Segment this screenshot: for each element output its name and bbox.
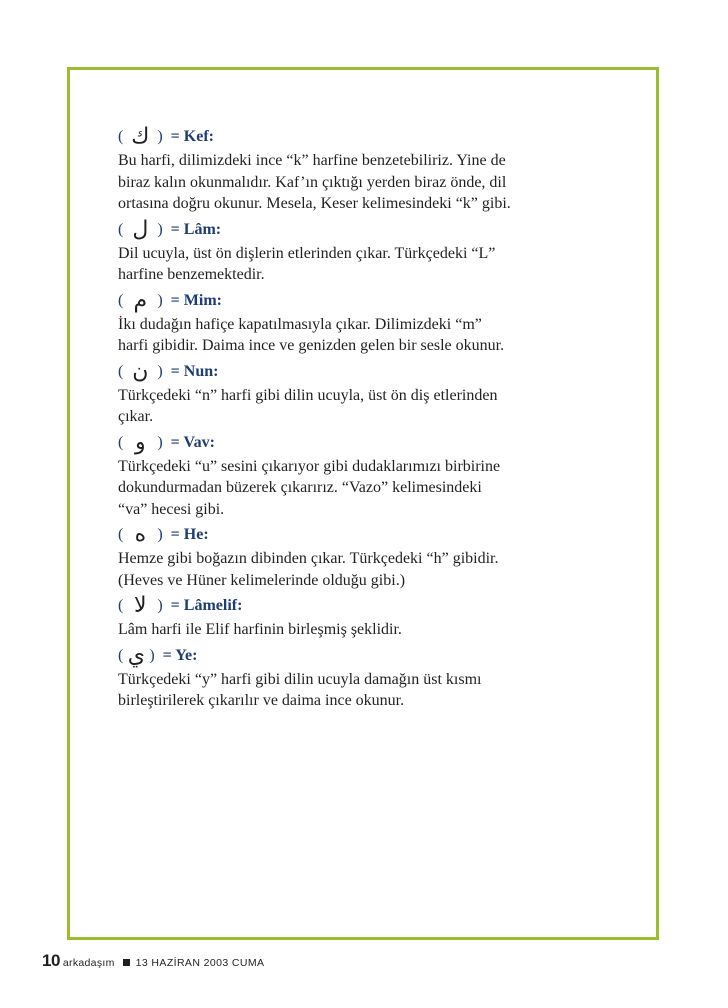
issue-date: 13 HAZİRAN 2003 CUMA xyxy=(135,957,265,969)
arabic-letter-ye: ي xyxy=(127,642,145,668)
open-paren: ( xyxy=(118,220,124,238)
letter-description: Türkçedeki “u” sesini çıkarıyor gibi dudaklarımızı birbirine dokundurmadan büzerek çıkarırız. “Vazo” kelimesindeki “va” hecesi gibi. xyxy=(118,457,501,518)
letter-heading xyxy=(118,288,618,314)
equals-sign: = xyxy=(170,128,180,145)
letter-entry-ye xyxy=(118,643,618,712)
letter-entry-mim xyxy=(118,288,618,357)
open-paren: ( xyxy=(118,291,124,309)
arabic-letter-lamelif: لا xyxy=(134,593,147,618)
equals-sign: = xyxy=(170,526,180,543)
letter-heading xyxy=(118,359,618,385)
letter-description: Lâm harfi ile Elif harfinin birleşmiş şeklidir. xyxy=(118,621,402,638)
equals-sign: = xyxy=(170,433,180,451)
equals-sign: = xyxy=(170,597,180,614)
letter-description: Türkçedeki “y” harfi gibi dilin ucuyla damağın üst kısmı birleştirilerek çıkarılır ve daima ince okunur. xyxy=(118,670,482,709)
arabic-letter-he: ه xyxy=(134,522,147,547)
letter-name: Nun: xyxy=(183,362,219,380)
letter-entry-vav xyxy=(118,430,618,521)
arabic-letter-vav: و xyxy=(135,429,146,455)
equals-sign: = xyxy=(170,291,180,309)
letter-list xyxy=(118,124,618,714)
letter-heading xyxy=(118,217,618,243)
letter-name: Lâm: xyxy=(183,220,222,238)
letter-name: Mim: xyxy=(183,291,222,309)
close-paren: ) xyxy=(157,128,163,145)
open-paren: ( xyxy=(118,362,124,380)
close-paren: ) xyxy=(157,597,163,614)
square-bullet-icon xyxy=(123,959,130,966)
letter-description: Bu harfi, dilimizdeki ince “k” harfine benzetebiliriz. Yine de biraz kalın okunmalıdır. Kaf’ın çıktığı yerden biraz önde, dil ortasına doğru okunur. Mesela, Keser kelimesindeki “k” gibi. xyxy=(118,152,511,212)
close-paren: ) xyxy=(157,291,163,309)
open-paren: ( xyxy=(118,646,124,664)
letter-heading xyxy=(118,643,618,669)
close-paren: ) xyxy=(157,433,163,451)
magazine-name: arkadaşım xyxy=(62,957,115,969)
letter-name: Lâmelif: xyxy=(183,597,243,614)
letter-name: Vav: xyxy=(183,433,215,451)
page-number: 10 xyxy=(42,951,60,970)
letter-entry-kef xyxy=(118,124,618,215)
letter-name: Ye: xyxy=(175,646,198,664)
open-paren: ( xyxy=(118,597,124,614)
letter-entry-lamelif xyxy=(118,593,618,641)
open-paren: ( xyxy=(118,128,124,145)
open-paren: ( xyxy=(118,526,124,543)
letter-description: Türkçedeki “n” harfi gibi dilin ucuyla, üst ön diş etlerinden çıkar. xyxy=(118,386,498,425)
close-paren: ) xyxy=(157,526,163,543)
arabic-letter-mim: م xyxy=(133,287,148,313)
open-paren: ( xyxy=(118,433,124,451)
page-footer xyxy=(42,951,264,971)
letter-name: Kef: xyxy=(183,128,214,145)
arabic-letter-lam: ل xyxy=(132,216,149,242)
letter-heading xyxy=(118,124,618,150)
equals-sign: = xyxy=(170,220,180,238)
equals-sign: = xyxy=(162,646,172,664)
close-paren: ) xyxy=(157,220,163,238)
letter-heading xyxy=(118,522,618,548)
arabic-letter-kef: ك xyxy=(131,124,150,149)
equals-sign: = xyxy=(170,362,180,380)
letter-entry-he xyxy=(118,522,618,591)
letter-heading xyxy=(118,430,618,456)
letter-description: İkı dudağın hafiçe kapatılmasıyla çıkar. Dilimizdeki “m” harfi gibidir. Daima ince ve genizden gelen bir sesle okunur. xyxy=(118,315,505,354)
letter-name: He: xyxy=(183,526,209,543)
letter-description: Dil ucuyla, üst ön dişlerin etlerinden çıkar. Türkçedeki “L” harfine benzemektedir. xyxy=(118,244,496,283)
letter-description: Hemze gibi boğazın dibinden çıkar. Türkçedeki “h” gibidir. (Heves ve Hüner kelimelerinde olduğu gibi.) xyxy=(118,550,499,589)
arabic-letter-nun: ن xyxy=(132,358,149,384)
close-paren: ) xyxy=(149,646,155,664)
letter-entry-nun xyxy=(118,359,618,428)
letter-entry-lam xyxy=(118,217,618,286)
close-paren: ) xyxy=(157,362,163,380)
letter-heading xyxy=(118,593,618,619)
